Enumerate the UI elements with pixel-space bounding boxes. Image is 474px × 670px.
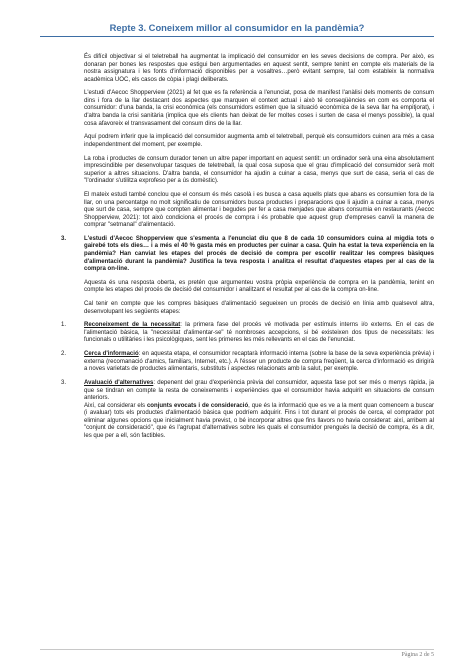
footer-divider [40, 649, 434, 650]
step-title: Avaluació d'alternatives [84, 380, 154, 387]
step-extra [84, 403, 434, 441]
step-extra-post: , que és la informació que es ve a la ment quan comencem a buscar (i avaluar) tots els productes d'alimentació bàsica que podríem adquirir. Fins i tot durant el procés de cerca, el comprador pot eliminar algunes opcions que inicialment havia previst, o bé incorporar altres que fins llavors no havia considerat: així, arribem al "conjunt de consideració", que és l'agrupat d'alternatives sobre les quals el consumidor prengués la decisió de compra, és a dir, les que per a ell, són factibles. [84, 402, 434, 439]
step-extra-bold: conjunts evocats i de consideració [146, 402, 249, 409]
header-divider [40, 36, 434, 37]
question-text: L'estudi d'Aecoc Shopperview que s'esmenta a l'enunciat diu que 8 de cada 10 consumidors cuina al migdia tots o gairebé tots els dies… i a més el 40 % gasta més en productes per cuinar a casa. Quin ha estat la teva experiència en la pandèmia? Han canviat les etapes del procés de decisió de compra per escollir realitzar les compres bàsiques d'alimentació durant la pandèmia? Justifica la teva resposta i analitza el resultat d'aquestes etapes per al cas de la compra on-line. [84, 235, 434, 273]
paragraph: És difícil objectivar si el teletreball ha augmentat la implicació del consumidor en les seves decisions de compra. Per això, es donaran per bones les respostes que estigui ben argumentades en aquest sentit, sempre tenint en compte els materials de la nostra assignatura i les fonts d'informació disponibles per a vosaltres…però evitant sempre, tal com estableix la normativa acadèmica UOC, els casos de còpia i plagi deliberats. [84, 54, 434, 83]
answer-paragraph: Aquesta és una resposta oberta, es pretén que argumenteu vostra pròpia experiència de compra en la pandèmia, tenint en compte les etapes del procés de decisió del consumidor i analitzant el resultat per al cas de la compra on-line. [84, 279, 434, 294]
question-item [61, 235, 434, 274]
page-header-title: Repte 3. Coneixem millor al consumidor en la pandèmia? [109, 22, 365, 33]
step-item [61, 380, 434, 440]
paragraph: La roba i productes de consum durador tenen un altre paper important en aquest sentit: un ordinador serà una eina absolutament imprescindible per desenvolupar tasques de teletreball, la qual cosa suposa que el grau d'implicació del consumidor serà molt superior a altres situacions. D'altra banda, el consumidor ha ajudin a cuinar a casa, menys que surt de casa, seria el cas de "l'ordinador s'utilitza exprofeso per a ús domèstic). [84, 155, 434, 185]
step-text: : depenent del grau d'experiència prèvia del consumidor, aquesta fase pot ser més o menys ràpida, ja que se tindran en compte la resta de coneixements i experiències que el consumidor havia adquirit en situacions de consum anteriors. [84, 380, 434, 402]
document-body [61, 54, 435, 447]
question-number: 3. [61, 235, 67, 242]
page-number: Pàgina 2 de 5 [401, 652, 434, 658]
paragraph: L'estudi d'Aecoc Shopperview (2021) al fet que es fa referència a l'enunciat, posa de manifest l'anàlisi dels moments de consum dins i fora de la llar destacant dos aspectes que marquen el context actual i això té conseqüències en com es comporta el consumidor: d'una banda, la crisi econòmica (els consumidors estimen que la situació econòmica de la seva llar ha empitjorat), i d'altra banda la crisi sanitària (implica que els clients han deixat de fer moltes coses i surten de casa el menys possible), la qual cosa afavoreix el transvasament del consum dins de la llar. [84, 90, 434, 127]
step-title: Reconeixement de la necessitat [84, 322, 181, 329]
answer-paragraph: Cal tenir en compte que les compres bàsiques d'alimentació segueixen un procés de decisió en línia amb qualsevol altra, desenvolupant les següents etapes: [84, 301, 434, 315]
step-text: : en aquesta etapa, el consumidor recaptarà informació interna (sobre la base de la seva experiència prèvia) i externa (recomanació d'amics, familiars, Internet, etc.). A l'ésser un producte de compra freqüent, la cerca d'informació es dirigirà a noves varietats de productes alimentaris, substituts i aspectes relacionats amb la salut, per exemple. [84, 351, 435, 373]
step-item [61, 351, 435, 374]
step-text: : la primera fase del procés vé motivada per estímuls interns i/o externs. En el cas de l'alimentació bàsica, la "necessitat d'alimentar-se" té nombroses accepcions, si bé existeixen dos tipus de necessitats: les funcionals o utilitàries i les psicològiques, sent les primeres les més rellevants en el cas de l'enunciat. [84, 322, 434, 344]
step-extra-pre: Així, cal considerar els [84, 402, 147, 409]
step-title: Cerca d'informació [84, 351, 139, 358]
step-number: 1. [61, 322, 67, 329]
step-number: 3. [61, 380, 67, 387]
step-number: 2. [61, 351, 67, 358]
paragraph: Aquí podrem inferir que la implicació del consumidor augmenta amb el teletreball, perquè els consumidors cuinen ara més a casa independentment del moment, per exemple. [84, 134, 434, 148]
step-item [61, 322, 434, 345]
paragraph: El mateix estudi també conclou que el consum és més casolà i es busca a casa aquells plats que abans es consumien fora de la llar, on una percentatge no molt significatiu de consumidors busca productes i preparacions que li ajudin a cuinar a casa, menys que surt de casa, sempre que compten alimentar i begudes per fer a casa menjades que abans consumia en restaurants (Aecoc Shopperview, 2021): tot això condiciona el procés de compra i és probable que aquest grup d'empreses canviï la manera de comprar "setmanal" d'alimentació. [84, 191, 434, 229]
